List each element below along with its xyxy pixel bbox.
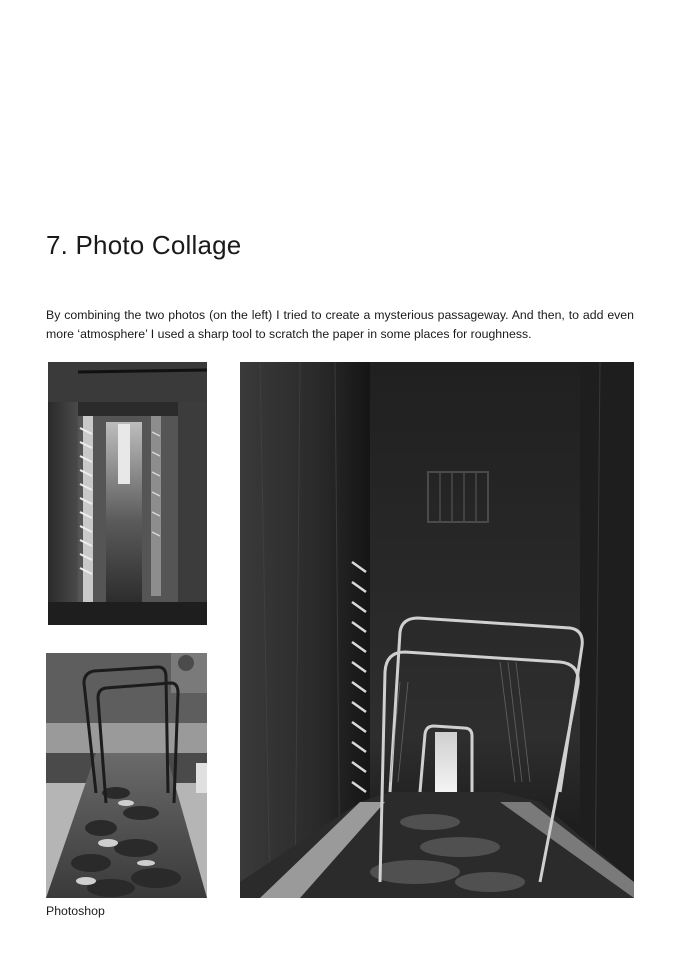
photo-railings xyxy=(46,653,207,898)
photo-collage-image xyxy=(240,362,634,898)
page-title: 7. Photo Collage xyxy=(46,230,242,260)
photo-passage xyxy=(48,362,207,625)
photo-railings-image xyxy=(46,653,207,898)
caption: Photoshop xyxy=(46,904,105,918)
photo-collage xyxy=(240,362,634,898)
intro-paragraph: By combining the two photos (on the left) I tried to create a mysterious passageway. And then, to add even more ‘atmosphere’ I used a sharp tool to scratch the paper in some places for roughness. xyxy=(46,308,634,341)
photo-passage-image xyxy=(48,362,207,625)
